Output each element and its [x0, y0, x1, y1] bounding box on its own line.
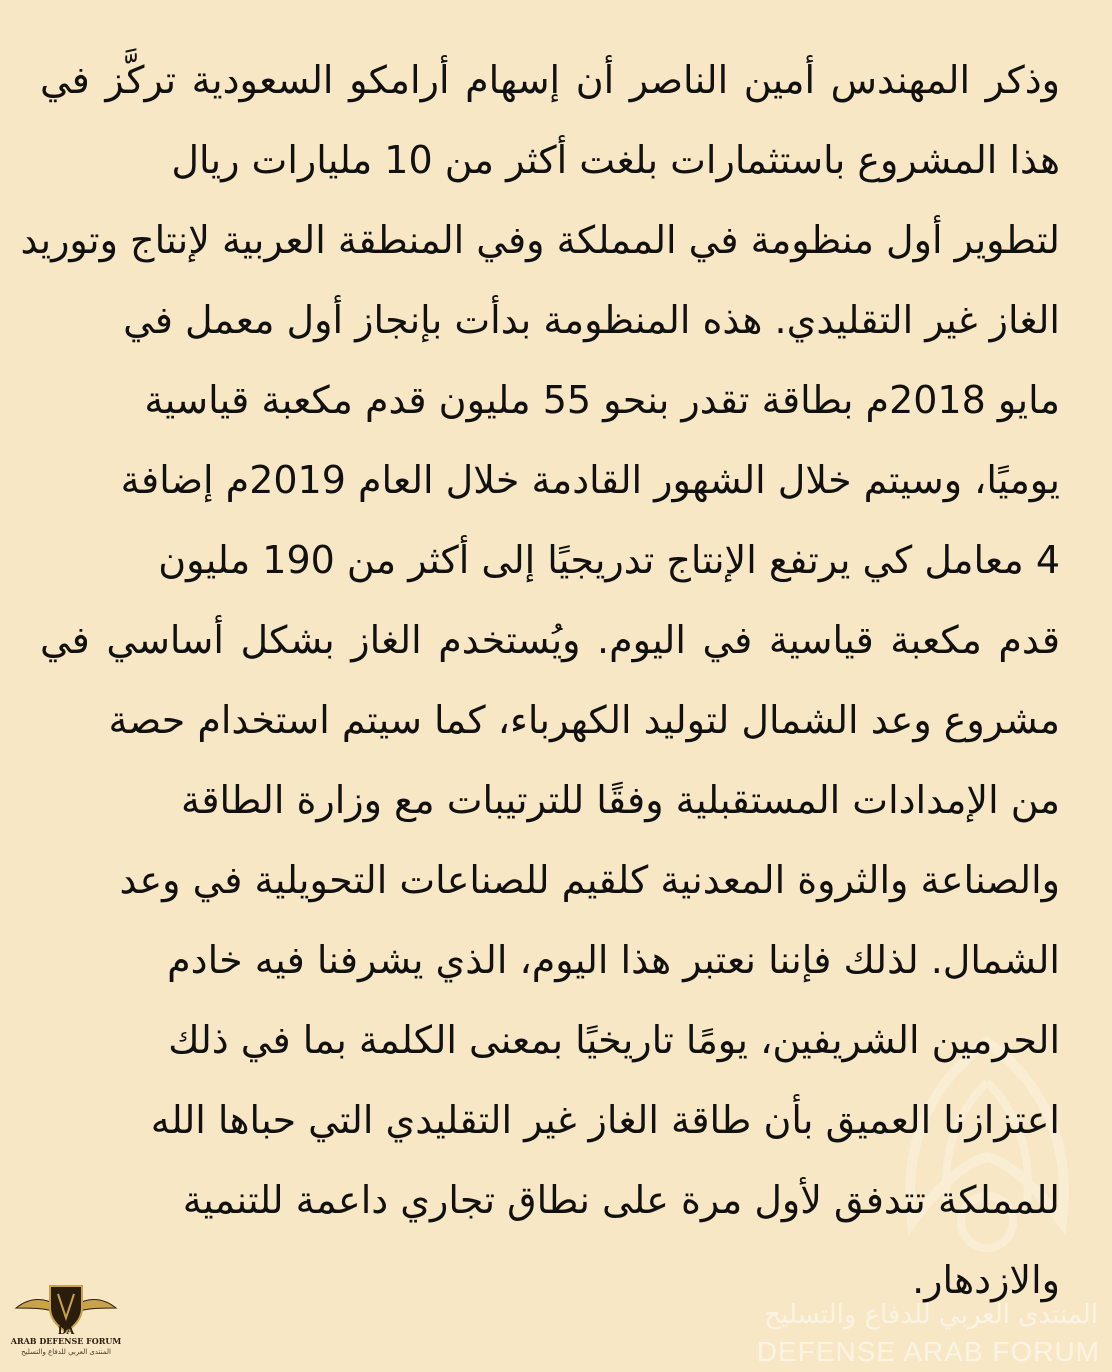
text-line: مايو 2018م بطاقة تقدر بنحو 55 مليون قدم مكعبة قياسية — [144, 378, 1060, 422]
text-line: والازدهار. — [912, 1258, 1060, 1302]
text-line: الحرمين الشريفين، يومًا تاريخيًا بمعنى الكلمة بما في ذلك — [168, 1018, 1060, 1062]
forum-logo — [6, 1278, 126, 1368]
logo-label: ARAB DEFENSE FORUM — [10, 1336, 122, 1346]
text-line: الشمال. لذلك فإننا نعتبر هذا اليوم، الذي يشرفنا فيه خادم — [167, 938, 1060, 982]
text-line: والصناعة والثروة المعدنية كلقيم للصناعات التحويلية في وعد — [119, 858, 1060, 902]
text-line: الغاز غير التقليدي. هذه المنظومة بدأت بإنجاز أول معمل في — [123, 298, 1060, 342]
text-line: هذا المشروع باستثمارات بلغت أكثر من 10 مليارات ريال — [171, 138, 1060, 182]
text-line: من الإمدادات المستقبلية وفقًا للترتيبات مع وزارة الطاقة — [180, 778, 1060, 822]
watermark-arabic: المنتدى العربي للدفاع والتسليح — [764, 1300, 1098, 1330]
text-line: مشروع وعد الشمال لتوليد الكهرباء، كما سيتم استخدام حصة — [108, 698, 1060, 742]
logo-sublabel: المنتدى العربي للدفاع والتسليح — [21, 1348, 111, 1356]
text-line: 4 معامل كي يرتفع الإنتاج تدريجيًا إلى أكثر من 190 مليون — [158, 538, 1060, 582]
text-line: يوميًا، وسيتم خلال الشهور القادمة خلال العام 2019م إضافة — [120, 458, 1060, 502]
text-line: لتطوير أول منظومة في المملكة وفي المنطقة العربية لإنتاج وتوريد — [20, 218, 1060, 262]
text-line: للمملكة تتدفق لأول مرة على نطاق تجاري داعمة للتنمية — [182, 1178, 1060, 1222]
article-body — [20, 40, 1060, 1340]
text-line: قدم مكعبة قياسية في اليوم. ويُستخدم الغاز بشكل أساسي في — [40, 618, 1060, 662]
text-line: وذكر المهندس أمين الناصر أن إسهام أرامكو السعودية تركَّز في — [40, 58, 1060, 102]
logo-initials: DA — [57, 1326, 75, 1337]
watermark-english: DEFENSE ARAB FORUM — [756, 1336, 1100, 1367]
text-line: اعتزازنا العميق بأن طاقة الغاز غير التقليدي التي حباها الله — [150, 1098, 1060, 1142]
